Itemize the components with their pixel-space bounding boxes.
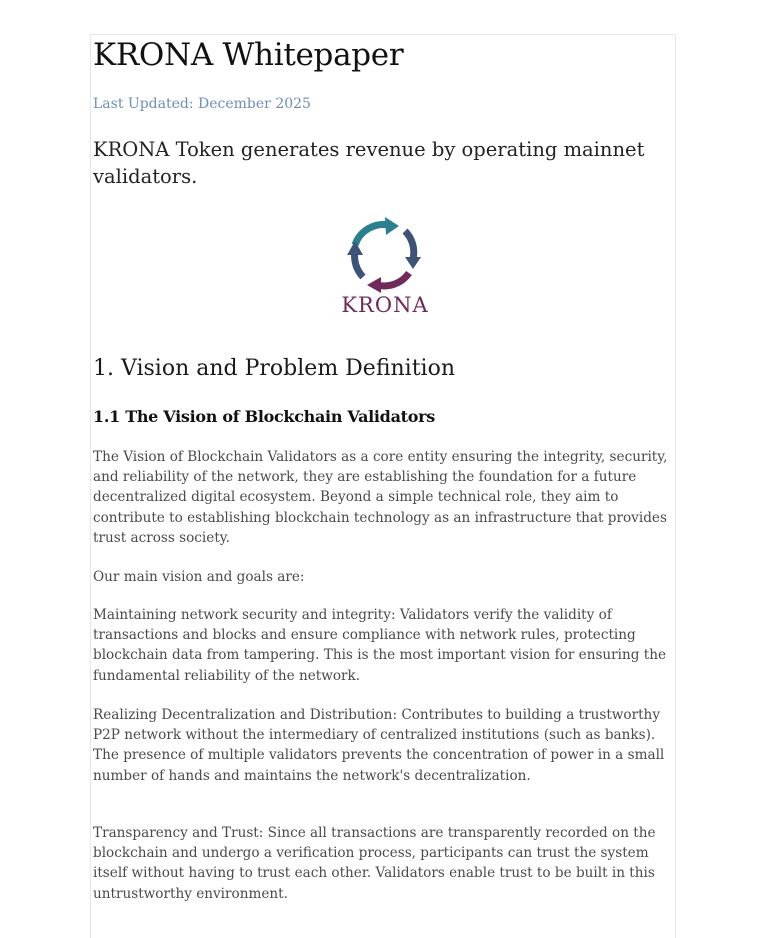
page-title: KRONA Whitepaper (93, 37, 404, 73)
paragraph-goals-intro: Our main vision and goals are: (93, 569, 305, 585)
lead-statement: KRONA Token generates revenue by operating mainnet validators. (93, 138, 645, 188)
document-page (90, 34, 676, 938)
subsection-title: 1.1 The Vision of Blockchain Validators (93, 407, 435, 426)
last-updated: Last Updated: December 2025 (93, 96, 311, 112)
krona-logo (333, 215, 437, 315)
paragraph-security: Maintaining network security and integrity: Validators verify the validity of transactions and blocks and ensure compliance with network rules, protecting blockchain data from tampering. This is the most important vision for ensuring the fundamental reliability of the network. (93, 607, 667, 684)
paragraph-transparency: Transparency and Trust: Since all transactions are transparently recorded on the blockchain and undergo a verification process, participants can trust the system itself without having to trust each other. Validators enable trust to be built in this untrustworthy environment. (93, 825, 656, 902)
paragraph-vision: The Vision of Blockchain Validators as a core entity ensuring the integrity, security, and reliability of the network, they are establishing the foundation for a future decentralized digital ecosystem. Beyond a simple technical role, they aim to contribute to establishing blockchain technology as an infrastructure that provides trust across society. (93, 449, 668, 546)
circular-arrows-icon (333, 215, 437, 315)
logo-wordmark: KRONA (341, 293, 429, 315)
section-title: 1. Vision and Problem Definition (93, 356, 456, 381)
paragraph-decentralization: Realizing Decentralization and Distribution: Contributes to building a trustworthy P2P network without the intermediary of centralized institutions (such as banks). The presence of multiple validators prevents the concentration of power in a small number of hands and maintains the network's decentralization. (93, 707, 665, 784)
